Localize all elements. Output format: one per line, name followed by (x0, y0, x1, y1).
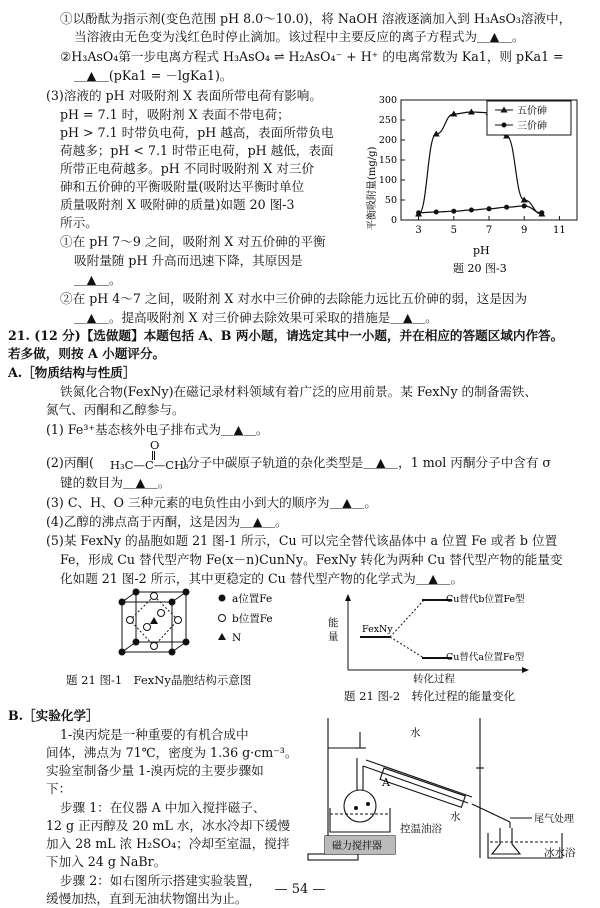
q20-line-9: 所带正电荷越多。pH 不同时吸附剂 X 对三价 (60, 161, 315, 176)
legend-b-fe-marker (219, 615, 226, 622)
energy-ylabel-2: 量 (328, 631, 339, 643)
fig21-2-xlabel: 转化过程 (413, 673, 455, 685)
fig21-2-caption: 题 21 图-2 转化过程的能量变化 (344, 689, 516, 703)
apparatus-label-a: A (382, 776, 390, 789)
legend-a-fe: a位置Fe (232, 593, 273, 605)
acetone-backbone: H₃C—C—CH₃ (110, 458, 189, 472)
q21b-line-10: 缓慢加热，直到无油状物馏出为止。 (46, 891, 248, 906)
y-tick-label: 200 (378, 135, 397, 146)
apparatus-water-1: 水 (410, 727, 421, 739)
q21b-line-5: 步骤 1：在仪器 A 中加入搅拌磁子、 (60, 800, 266, 815)
page-number: — 54 — (274, 882, 326, 897)
q21a-line-4: (2)丙酮( (46, 455, 94, 470)
q20-line-3: ②H₃AsO₄第一步电离方程式 H₃AsO₄ ⇌ H₂AsO₄⁻ + H⁺ 的电离常数为 Ka1，则 pKa1 = (60, 49, 564, 64)
q20-line-2: 当溶液由无色变为浅红色时停止滴加。该过程中主要反应的离子方程式为＿▲＿。 (74, 29, 525, 44)
q20-line-16: ②在 pH 4～7 之间，吸附剂 X 对水中三价砷的去除能力远比五价砷的弱，这是因为 (60, 291, 528, 306)
q21b-line-1: 1-溴丙烷是一种重要的有机合成中 (60, 727, 249, 742)
series-point-1 (522, 204, 527, 209)
series-point-1 (469, 208, 474, 213)
q21a-line-1: 铁氮化合物(FexNy)在磁记录材料领域有着广泛的应用前景。某 FexNy 的制备需铁、 (60, 384, 538, 399)
apparatus-water-2: 水 (450, 811, 461, 823)
series-point-1 (451, 209, 456, 214)
apparatus-stirrer: 磁力搅拌器 (332, 841, 382, 852)
q21b-line-3: 实验室制备少量 1-溴丙烷的主要步骤如 (46, 763, 264, 778)
legend-label-1: 三价砷 (517, 121, 547, 132)
apparatus-tail: 尾气处理 (534, 814, 574, 825)
x-tick-label: 7 (485, 225, 493, 236)
series-point-1 (434, 210, 439, 215)
q20-line-12: 所示。 (60, 215, 98, 230)
y-tick-label: 50 (384, 195, 397, 206)
q20-line-1: ①以酚酞为指示剂(变色范围 pH 8.0～10.0)，将 NaOH 溶液逐滴加入到 H₃AsO₃溶液中， (60, 11, 572, 26)
y-tick-label: 0 (390, 215, 397, 226)
q21b-line-9: 步骤 2：如右图所示搭建实验装置， (60, 873, 261, 888)
series-point-1 (487, 206, 492, 211)
q21b-line-2: 间体，沸点为 71℃，密度为 1.36 g·cm⁻³。 (46, 745, 298, 760)
q20-line-8: 荷越多；pH < 7.1 时带正电荷，pH 越低，表面 (60, 143, 334, 158)
q21a-line-9: (5)某 FexNy 的晶胞如题 21 图-1 所示，Cu 可以完全替代该晶体中 a 位置 Fe 或者 b 位置 (46, 533, 558, 548)
q21a-line-11: 化如题 21 图-2 所示，其中更稳定的 Cu 替代型产物的化学式为＿▲＿。 (60, 571, 464, 586)
q21a-line-2: 氮气、丙酮和乙醇参与。 (46, 402, 185, 417)
q20-line-17: ＿▲＿。提高吸附剂 X 对三价砷去除效果可采取的措施是＿▲＿。 (74, 310, 438, 325)
apparatus-bath: 控温油浴 (400, 823, 442, 835)
q20-line-10: 砷和五价砷的平衡吸附量(吸附达平衡时单位 (60, 179, 305, 194)
distillation-apparatus (300, 708, 590, 868)
adsorption-chart (355, 90, 585, 290)
q21a-line-7: (3) C、H、O 三种元素的电负性由小到大的顺序为＿▲＿。 (46, 495, 377, 510)
y-tick-label: 100 (378, 175, 397, 186)
energy-start-label: FexNy (362, 624, 393, 635)
energy-ylabel-1: 能 (328, 617, 339, 629)
q20-line-7: pH > 7.1 时带负电荷，pH 越高，表面所带负电 (60, 125, 334, 140)
q21a-line-6: 键的数目为＿▲＿。 (60, 475, 171, 490)
chart-caption: 题 20 图-3 (453, 262, 507, 275)
chart-xlabel: pH (473, 244, 490, 257)
q21b-line-8: 下加入 24 g NaBr。 (46, 854, 167, 869)
y-tick-label: 300 (378, 95, 397, 106)
q21-header: 21. (12 分)【选做题】本题包括 A、B 两小题，请选定其中一小题，并在相应的答题区域内作答。 (8, 328, 564, 343)
energy-upper-label: Cu替代b位置Fe型 (446, 594, 525, 605)
q20-line-15: ＿▲＿。 (74, 272, 122, 287)
chart-ylabel: 平衡吸附量(mg/g) (367, 146, 378, 230)
q20-line-6: pH = 7.1 时，吸附剂 X 表面不带电荷； (60, 107, 290, 122)
legend-b-fe: b位置Fe (232, 613, 273, 625)
series-point-1 (416, 210, 421, 215)
x-tick-label: 11 (553, 225, 566, 236)
y-tick-label: 250 (378, 115, 397, 126)
legend-n-marker (218, 633, 226, 640)
energy-lower-label: Cu替代a位置Fe型 (446, 652, 525, 663)
q20-line-13: ①在 pH 7～9 之间，吸附剂 X 对五价砷的平衡 (60, 234, 326, 249)
crystal-cell-figure (110, 588, 350, 668)
q21a-line-8: (4)乙醇的沸点高于丙酮，这是因为＿▲＿。 (46, 514, 288, 529)
series-point-1 (504, 205, 509, 210)
q21a-line-10: Fe，形成 Cu 替代型产物 Fe(x－n)CunNy。FexNy 转化为两种 Cu 替代型产物的能量变 (60, 552, 563, 567)
legend-a-fe-marker (219, 595, 226, 602)
x-tick-label: 9 (521, 225, 528, 236)
series-point-1 (539, 210, 544, 215)
q20-line-4: ＿▲＿(pKa1 = －lgKa1)。 (74, 68, 233, 83)
q21b-line-4: 下： (46, 781, 72, 796)
q21-header-2: 若多做，则按 A 小题评分。 (8, 346, 166, 361)
q20-line-14: 吸附量随 pH 升高而迅速下降，其原因是 (74, 253, 303, 268)
q21b-line-7: 加入 28 mL 浓 H₂SO₄；冷却至室温，搅拌 (46, 836, 290, 851)
energy-diagram (320, 592, 550, 674)
fig21-1-caption: 题 21 图-1 FexNy晶胞结构示意图 (66, 673, 252, 687)
q20-line-5: (3)溶液的 pH 对吸附剂 X 表面所带电荷有影响。 (46, 88, 322, 103)
apparatus-ice-bath: 冰水浴 (544, 847, 576, 859)
x-tick-label: 5 (450, 225, 457, 236)
q21-part-a: A.［物质结构与性质］ (8, 365, 136, 380)
legend-marker-1 (502, 123, 507, 128)
y-tick-label: 150 (378, 155, 397, 166)
acetone-oxygen: O (150, 438, 160, 452)
q20-line-11: 质量吸附剂 X 吸附砷的质量)如题 20 图-3 (60, 197, 295, 212)
q21a-line-3: (1) Fe³⁺基态核外电子排布式为＿▲＿。 (46, 422, 269, 437)
x-tick-label: 3 (415, 225, 422, 236)
q21b-line-6: 12 g 正丙醇及 20 mL 水，冰水冷却下缓慢 (46, 818, 291, 833)
legend-label-0: 五价砷 (517, 106, 547, 117)
q21a-line-5: )分子中碳原子轨道的杂化类型是＿▲＿，1 mol 丙酮分子中含有 σ (182, 455, 552, 470)
legend-n: N (232, 632, 242, 644)
q21-part-b: B.［实验化学］ (8, 708, 99, 723)
